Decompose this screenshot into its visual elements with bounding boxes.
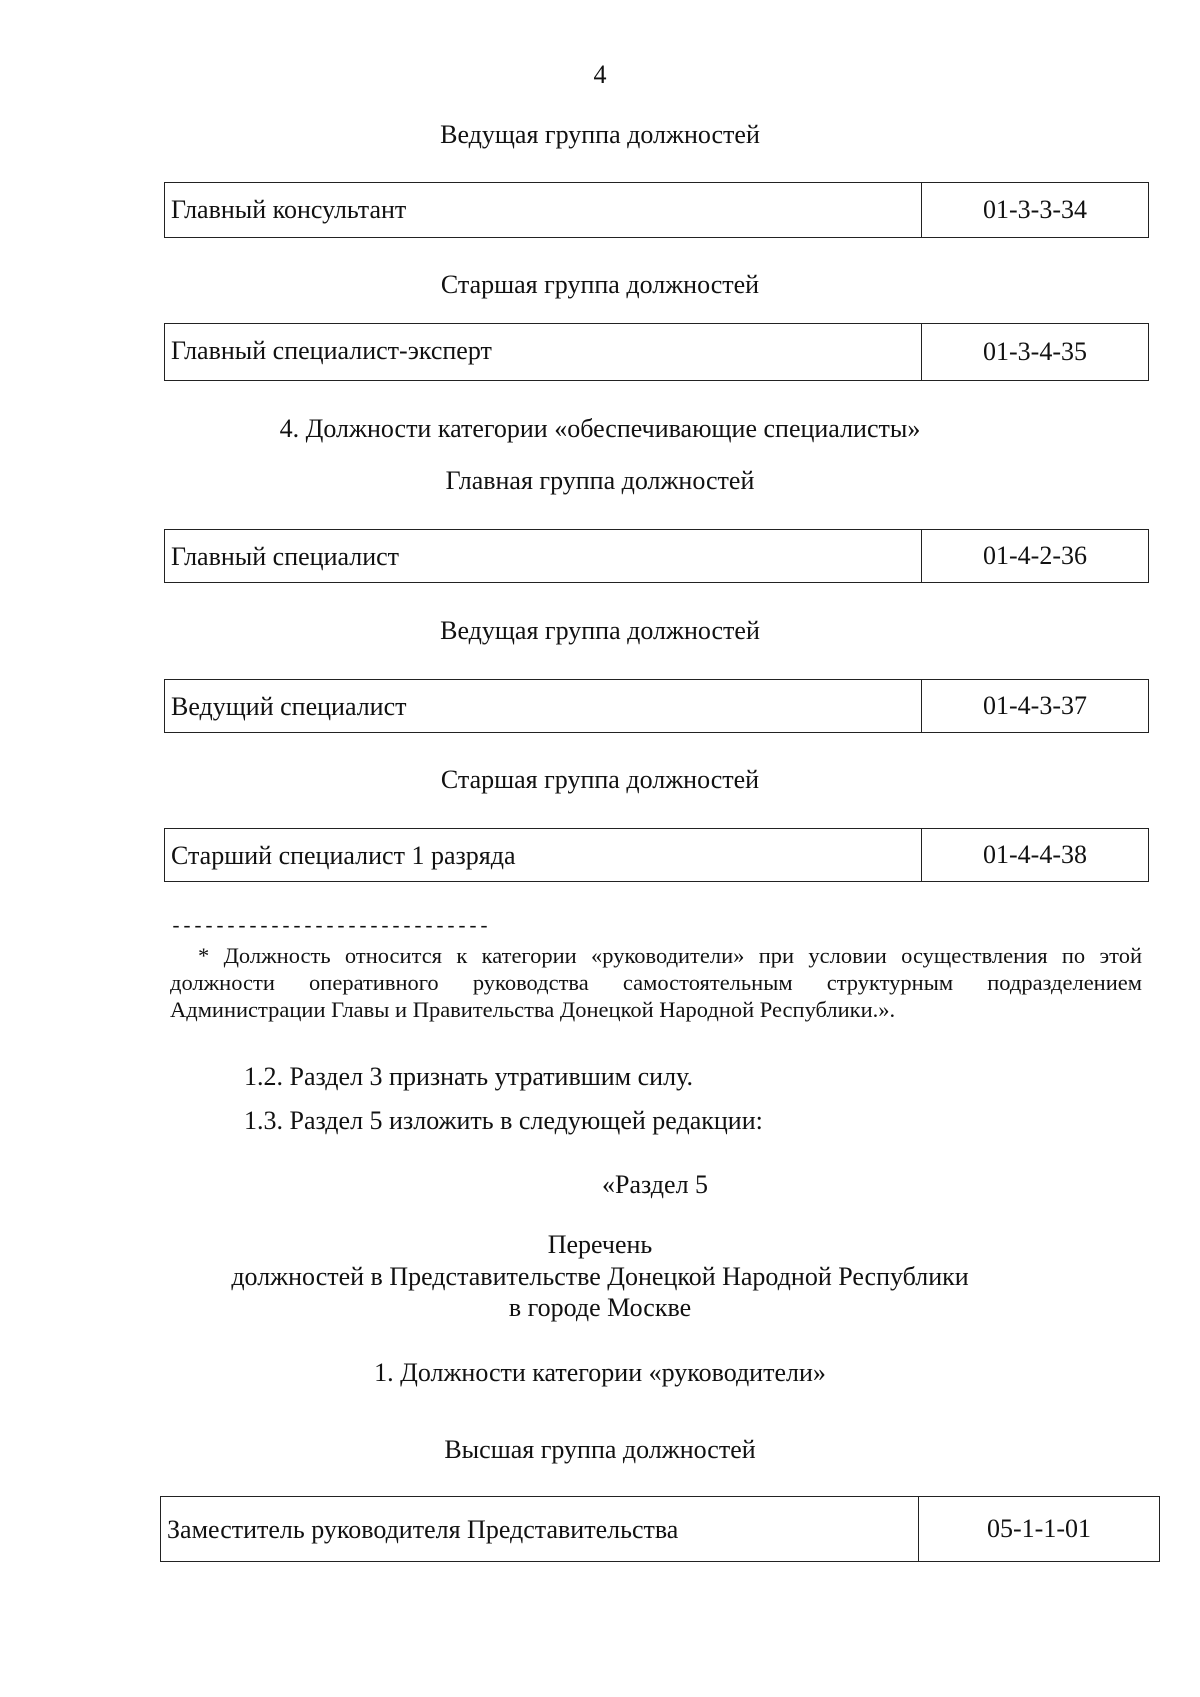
group-heading-senior: Старшая группа должностей bbox=[440, 765, 760, 794]
footnote bbox=[170, 942, 1142, 1023]
paragraph-1-2: 1.2. Раздел 3 признать утратившим силу. bbox=[244, 1062, 693, 1091]
list-title: Перечень bbox=[547, 1230, 653, 1259]
category-4-title: 4. Должности категории «обеспечивающие специалисты» bbox=[279, 414, 921, 443]
section-5-label: «Раздел 5 bbox=[602, 1170, 709, 1199]
position-name: Заместитель руководителя Представительства bbox=[167, 1515, 679, 1544]
position-name: Старший специалист 1 разряда bbox=[171, 841, 516, 870]
position-row bbox=[164, 182, 1149, 238]
position-row bbox=[164, 529, 1149, 583]
position-row bbox=[164, 828, 1149, 882]
group-heading-senior: Старшая группа должностей bbox=[440, 270, 760, 299]
position-code: 01-4-4-38 bbox=[921, 829, 1148, 881]
position-code: 01-4-2-36 bbox=[921, 530, 1148, 582]
page-number: 4 bbox=[593, 60, 607, 89]
position-code: 01-3-3-34 bbox=[921, 183, 1148, 237]
position-name: Ведущий специалист bbox=[171, 692, 407, 721]
position-code: 05-1-1-01 bbox=[918, 1497, 1159, 1561]
footnote-text: * Должность относится к категории «руководители» при условии осуществления по этой должности оперативного руководства самостоятельным структурным подразделением Администрации Главы и Правительства Донецкой Народной Республики.». bbox=[170, 943, 1142, 1022]
group-heading-lead: Ведущая группа должностей bbox=[440, 616, 760, 645]
position-name: Главный специалист bbox=[171, 542, 400, 571]
position-name: Главный специалист-эксперт bbox=[171, 336, 492, 365]
footnote-rule: ----------------------------- bbox=[170, 916, 490, 939]
group-heading-highest: Высшая группа должностей bbox=[444, 1435, 756, 1464]
category-1-title: 1. Должности категории «руководители» bbox=[374, 1358, 826, 1387]
group-heading-lead: Ведущая группа должностей bbox=[440, 120, 760, 149]
position-row bbox=[164, 679, 1149, 733]
position-code: 01-3-4-35 bbox=[921, 324, 1148, 380]
paragraph-1-3: 1.3. Раздел 5 изложить в следующей редакции: bbox=[244, 1106, 763, 1135]
position-code: 01-4-3-37 bbox=[921, 680, 1148, 732]
group-heading-main: Главная группа должностей bbox=[445, 466, 755, 495]
list-subtitle-line1: должностей в Представительстве Донецкой Народной Республики bbox=[231, 1262, 969, 1291]
position-row bbox=[160, 1496, 1160, 1562]
list-subtitle-line2: в городе Москве bbox=[508, 1293, 692, 1322]
position-name: Главный консультант bbox=[171, 195, 407, 224]
position-row bbox=[164, 323, 1149, 381]
